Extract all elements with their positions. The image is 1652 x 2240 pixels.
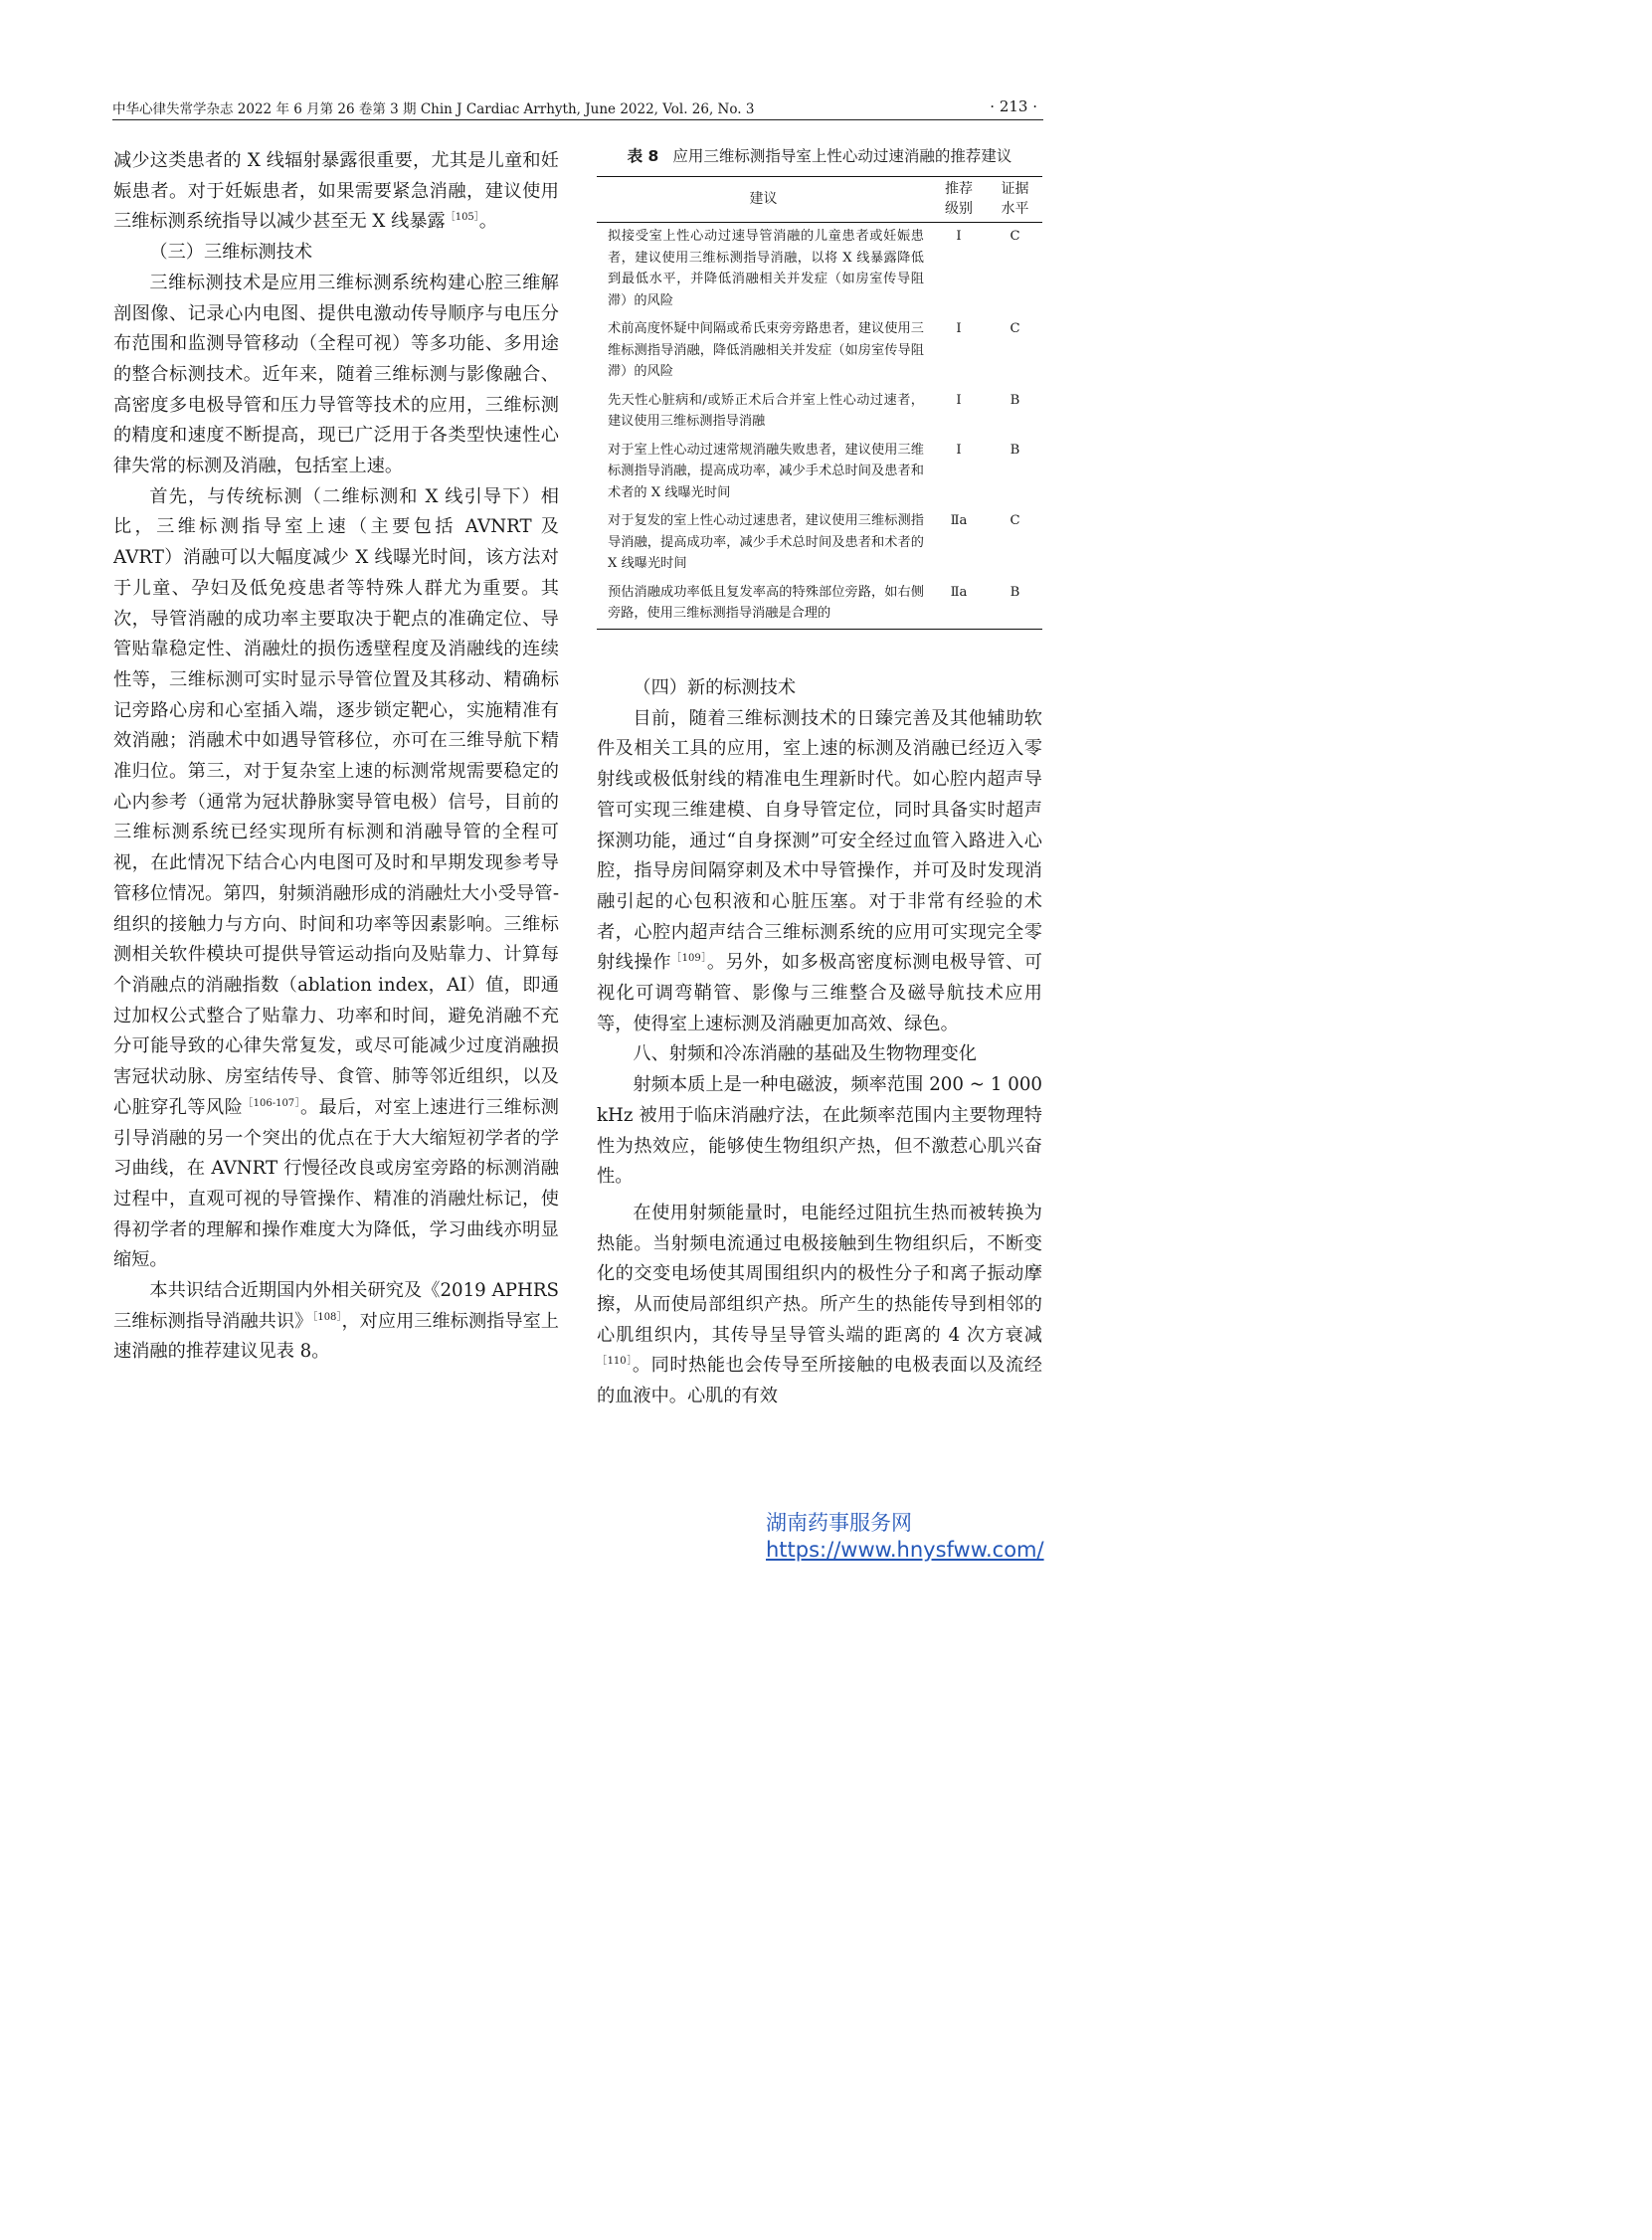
section-heading-3d-mapping: （三）三维标测技术 <box>149 242 313 264</box>
recommendation-class: Ⅱa <box>950 513 968 528</box>
col-header-recommendation: 建议 <box>749 191 778 207</box>
watermark <box>766 1510 1044 1564</box>
paragraph-3d-mapping-advantages: 首先，与传统标测（二维标测和 X 线引导下）相比，三维标测指导室上速（主要包括 AVNRT 及 AVRT）消融可以大幅度减少 X 线曝光时间，该方法对于儿童、孕妇及低免疫患者等特殊人群尤为重要。其次，导管消融的成功率主要取决于靶点的准确定位、导管贴靠稳定性、消融灶的损伤透壁程度及消融线的连续性等，三维标测可实时显示导管位置及其移动、精确标记旁路心房和心室插入端，逐步锁定靶心，实施精准有效消融；消融术中如遇导管移位，亦可在三维导航下精准归位。第三，对于复杂室上速的标测常规需要稳定的心内参考（通常为冠状静脉窦导管电极）信号，目前的三维标测系统已经实现所有标测和消融导管的全程可视，在此情况下结合心内电图可及时和早期发现参考导管移位情况。第四，射频消融形成的消融灶大小受导管-组织的接触力与方向、时间和功率等因素影响。三维标测相关软件模块可提供导管运动指向及贴靠力、计算每个消融点的消融指数（ablation index，AI）值，即通过加权公式整合了贴靠力、功率和时间，避免消融不充分可能导致的心律失常复发，或尽可能减少过度消融损害冠状动脉、房室结传导、食管、肺等邻近组织，以及心脏穿孔等风险$^{[106-107]}$。最后，对室上速进行三维标测引导消融的另一个突出的优点在于大大缩短初学者的学习曲线，在 AVNRT 行慢径改良或房室旁路的标测消融过程中，直观可视的导管操作、精准的消融灶标记，使得初学者的理解和操作难度大为降低，学习曲线亦明显缩短。 <box>113 485 559 1271</box>
evidence-level: B <box>1010 584 1020 600</box>
recommendation-table <box>597 176 1042 630</box>
right-column <box>597 673 1042 1412</box>
paragraph-consensus-reference: 本共识结合近期国内外相关研究及《2019 APHRS 三维标测指导消融共识》$^{[108]}$，对应用三维标测指导室上速消融的推荐建议见表 8。 <box>113 1280 559 1363</box>
paragraph-rf-basics: 射频本质上是一种电磁波，频率范围 200 ~ 1 000 kHz 被用于临床消融疗法，在此频率范围内主要物理特性为热效应，能够使生物组织产热，但不激惹心肌兴奋性。 <box>597 1074 1042 1188</box>
recommendation-text: 先天性心脏病和/或矫正术后合并室上性心动过速者，建议使用三维标测指导消融 <box>608 392 924 429</box>
recommendation-text: 预估消融成功率低且复发率高的特殊部位旁路，如右侧旁路，使用三维标测指导消融是合理的 <box>608 584 924 621</box>
evidence-level: B <box>1010 442 1020 458</box>
section-heading-rf-cryo: 八、射频和冷冻消融的基础及生物物理变化 <box>633 1043 977 1065</box>
recommendation-text: 对于室上性心动过速常规消融失败患者，建议使用三维标测指导消融，提高成功率，减少手术总时间及患者和术者的 X 线曝光时间 <box>608 442 924 500</box>
page-number: · 213 · <box>990 97 1037 115</box>
citation-ref[interactable]: ［106-107］ <box>243 1097 300 1109</box>
citation-ref[interactable]: ［110］ <box>597 1356 633 1368</box>
paragraph-rf-heating: 在使用射频能量时，电能经过阻抗生热而被转换为热能。当射频电流通过电极接触到生物组织后，不断变化的交变电场使其周围组织内的极性分子和离子振动摩擦，从而使局部组织产热。所产生的热能传导到相邻的心肌组织内，其传导呈导管头端的距离的 4 次方衰减$^{[110]}$。同时热能也会传导至所接触的电极表面以及流经的血液中。心肌的有效 <box>597 1202 1042 1407</box>
table-row <box>597 507 1042 579</box>
table-row <box>597 315 1042 387</box>
citation-ref[interactable]: ［108］ <box>312 1311 342 1323</box>
evidence-level: C <box>1010 229 1020 244</box>
col-header-evidence: 证据 水平 <box>1001 181 1029 217</box>
table-header-row <box>597 177 1042 223</box>
recommendation-class: Ⅰ <box>956 442 962 458</box>
section-heading-new-mapping: （四）新的标测技术 <box>633 677 797 698</box>
recommendation-text: 术前高度怀疑中间隔或希氏束旁旁路患者，建议使用三维标测指导消融，降低消融相关并发症（如房室传导阻滞）的风险 <box>608 321 924 379</box>
watermark-url-link[interactable]: https://www.hnysfww.com/ <box>766 1538 1044 1562</box>
running-header <box>112 95 1043 120</box>
table-row <box>597 437 1042 508</box>
journal-citation: 中华心律失常学杂志 2022 年 6 月第 26 卷第 3 期 Chin J Cardiac Arrhyth, June 2022, Vol. 26, No. 3 <box>112 101 755 117</box>
recommendation-class: Ⅰ <box>956 321 962 336</box>
paragraph-3d-mapping-intro: 三维标测技术是应用三维标测系统构建心腔三维解剖图像、记录心内电图、提供电激动传导顺序与电压分布范围和监测导管移动（全程可视）等多功能、多用途的整合标测技术。近年来，随着三维标测与影像融合、高密度多电极导管和压力导管等技术的应用，三维标测的精度和速度不断提高，现已广泛用于各类型快速性心律失常的标测及消融，包括室上速。 <box>113 272 559 477</box>
table-caption <box>597 145 1042 167</box>
paragraph-continuation: 减少这类患者的 X 线辐射暴露很重要，尤其是儿童和妊娠患者。对于妊娠患者，如果需要紧急消融，建议使用三维标测系统指导以减少甚至无 X 线暴露$^{[105]}$。 <box>113 150 559 233</box>
recommendation-class: Ⅱa <box>950 584 968 600</box>
table-label: 表 8 <box>627 147 659 165</box>
table-title: 应用三维标测指导室上性心动过速消融的推荐建议 <box>672 147 1012 165</box>
paragraph-new-mapping: 目前，随着三维标测技术的日臻完善及其他辅助软件及相关工具的应用，室上速的标测及消融已经迈入零射线或极低射线的精准电生理新时代。如心腔内超声导管可实现三维建模、自身导管定位，同时具备实时超声探测功能，通过“自身探测”可安全经过血管入路进入心腔，指导房间隔穿刺及术中导管操作，并可及时发现消融引起的心包积液和心脏压塞。对于非常有经验的术者，心腔内超声结合三维标测系统的应用可实现完全零射线操作$^{[109]}$。另外，如多极高密度标测电极导管、可视化可调弯鞘管、影像与三维整合及磁导航技术应用等，使得室上速标测及消融更加高效、绿色。 <box>597 707 1042 1034</box>
table-row <box>597 387 1042 437</box>
evidence-level: B <box>1010 392 1020 408</box>
recommendation-text: 对于复发的室上性心动过速患者，建议使用三维标测指导消融，提高成功率，减少手术总时间及患者和术者的 X 线曝光时间 <box>608 513 924 571</box>
table-row <box>597 579 1042 630</box>
citation-ref[interactable]: ［105］ <box>445 212 479 224</box>
left-column <box>113 146 559 1368</box>
watermark-name: 湖南药事服务网 <box>766 1511 912 1535</box>
recommendation-class: Ⅰ <box>956 229 962 244</box>
recommendation-class: Ⅰ <box>956 392 962 408</box>
recommendation-text: 拟接受室上性心动过速导管消融的儿童患者或妊娠患者，建议使用三维标测指导消融，以将 X 线暴露降低到最低水平，并降低消融相关并发症（如房室传导阻滞）的风险 <box>608 229 924 308</box>
evidence-level: C <box>1010 513 1020 528</box>
evidence-level: C <box>1010 321 1020 336</box>
col-header-class: 推荐 级别 <box>945 181 973 217</box>
table-row <box>597 223 1042 316</box>
citation-ref[interactable]: ［109］ <box>671 953 707 965</box>
